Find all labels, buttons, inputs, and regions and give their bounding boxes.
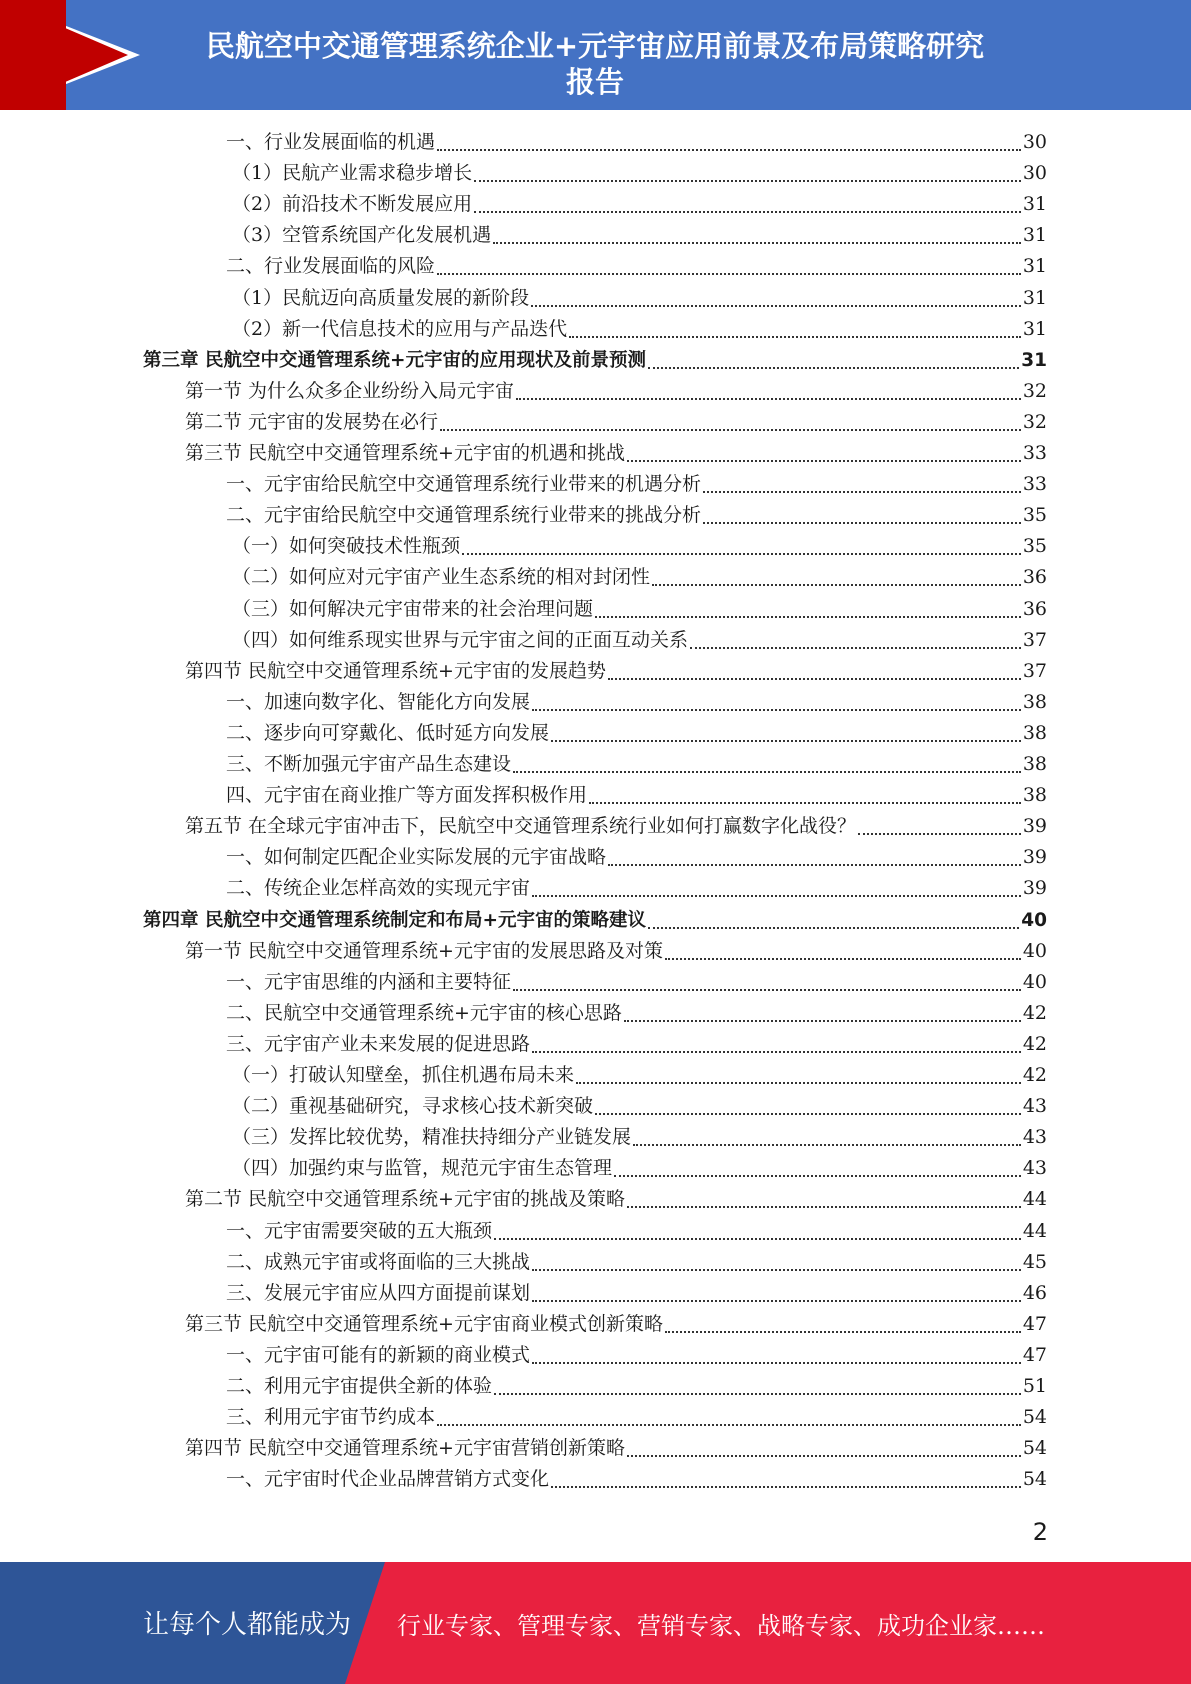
toc-entry-title: 三、不断加强元宇宙产品生态建设	[226, 753, 512, 775]
toc-entry-page: 37	[1022, 628, 1047, 651]
toc-entry[interactable]	[232, 314, 1047, 345]
toc-entry-title: 三、利用元宇宙节约成本	[226, 1406, 436, 1429]
toc-entry[interactable]	[226, 687, 1047, 718]
toc-entry[interactable]	[226, 127, 1047, 158]
toc-dot-leader	[652, 583, 1021, 586]
toc-entry-title: 一、元宇宙思维的内涵和主要特征	[226, 970, 512, 993]
toc-entry[interactable]	[226, 1464, 1047, 1495]
toc-entry[interactable]	[232, 562, 1047, 593]
toc-dot-leader	[532, 708, 1021, 711]
toc-entry-title: （一）打破认知壁垒，抓住机遇布局未来	[232, 1064, 575, 1086]
toc-entry-title: （三）发挥比较优势，精准扶持细分产业链发展	[232, 1126, 632, 1149]
toc-dot-leader	[569, 335, 1021, 338]
toc-entry[interactable]	[226, 251, 1047, 282]
toc-entry-page: 45	[1022, 1250, 1047, 1273]
toc-dot-leader	[440, 428, 1021, 431]
toc-entry-page: 33	[1022, 442, 1047, 464]
toc-dot-leader	[627, 1205, 1021, 1208]
toc-entry-page: 31	[1022, 224, 1047, 247]
toc-entry-title: 三、发展元宇宙应从四方面提前谋划	[226, 1281, 531, 1304]
toc-entry-page: 31	[1022, 193, 1047, 216]
toc-dot-leader	[703, 521, 1021, 524]
toc-entry-page: 40	[1022, 939, 1047, 962]
report-title-line2: 报告	[565, 65, 624, 99]
toc-dot-leader	[624, 1019, 1021, 1022]
toc-dot-leader	[494, 1237, 1021, 1240]
toc-dot-leader	[648, 926, 1019, 929]
toc-dot-leader	[474, 210, 1021, 213]
toc-entry-page: 46	[1022, 1281, 1047, 1304]
toc-entry-title: 一、元宇宙可能有的新颖的商业模式	[226, 1343, 531, 1366]
toc-entry-title: （1）民航产业需求稳步增长	[232, 162, 473, 185]
toc-entry[interactable]	[232, 1060, 1047, 1091]
toc-entry-page: 40	[1021, 909, 1047, 931]
toc-dot-leader	[532, 894, 1021, 897]
toc-dot-leader	[516, 397, 1021, 400]
toc-dot-leader	[493, 241, 1021, 244]
toc-entry-page: 31	[1022, 255, 1047, 278]
toc-entry-title: 一、行业发展面临的机遇	[226, 131, 436, 153]
toc-entry-title: （二）如何应对元宇宙产业生态系统的相对封闭性	[232, 566, 651, 589]
toc-entry[interactable]	[232, 1091, 1047, 1122]
toc-entry-title: （四）加强约束与监管，规范元宇宙生态管理	[232, 1157, 613, 1180]
toc-entry[interactable]	[226, 1402, 1047, 1433]
toc-dot-leader	[494, 1392, 1021, 1395]
toc-entry-title: 二、成熟元宇宙或将面临的三大挑战	[226, 1250, 531, 1273]
toc-dot-leader	[608, 677, 1021, 680]
toc-dot-leader	[532, 1361, 1021, 1364]
toc-entry-page: 31	[1022, 317, 1047, 340]
toc-entry-page: 42	[1022, 1064, 1047, 1086]
toc-entry-title: 一、元宇宙时代企业品牌营销方式变化	[226, 1468, 550, 1491]
toc-dot-leader	[690, 646, 1021, 649]
toc-dot-leader	[551, 1485, 1021, 1488]
toc-entry-page: 33	[1022, 473, 1047, 496]
toc-entry-page: 37	[1022, 659, 1047, 682]
toc-entry[interactable]	[185, 376, 1047, 407]
toc-entry-title: 一、元宇宙需要突破的五大瓶颈	[226, 1219, 493, 1242]
page-header	[0, 0, 1191, 110]
toc-dot-leader	[532, 1050, 1021, 1053]
toc-dot-leader	[532, 1299, 1021, 1302]
toc-entry[interactable]	[226, 469, 1047, 500]
toc-entry-title: 第四节 民航空中交通管理系统+元宇宙营销创新策略	[185, 1437, 625, 1460]
toc-dot-leader	[858, 832, 1021, 835]
toc-entry[interactable]	[226, 1340, 1047, 1371]
toc-dot-leader	[627, 459, 1021, 462]
toc-dot-leader	[627, 1454, 1021, 1457]
toc-entry-page: 32	[1022, 379, 1047, 402]
toc-dot-leader	[474, 179, 1021, 182]
toc-entry[interactable]	[185, 656, 1047, 687]
toc-dot-leader	[703, 490, 1021, 493]
report-title	[150, 28, 1040, 100]
toc-entry[interactable]	[232, 531, 1047, 562]
toc-entry-page: 38	[1022, 721, 1047, 744]
toc-entry[interactable]	[226, 780, 1047, 811]
toc-entry-page: 38	[1022, 784, 1047, 807]
toc-entry-title: （三）如何解决元宇宙带来的社会治理问题	[232, 597, 594, 620]
toc-entry[interactable]	[226, 967, 1047, 998]
toc-entry-page: 43	[1022, 1157, 1047, 1180]
toc-entry-page: 43	[1022, 1095, 1047, 1118]
toc-entry-title: 四、元宇宙在商业推广等方面发挥积极作用	[226, 784, 588, 807]
toc-entry[interactable]	[185, 438, 1047, 469]
toc-entry-page: 39	[1022, 815, 1047, 838]
toc-dot-leader	[513, 988, 1021, 991]
toc-dot-leader	[513, 770, 1021, 773]
toc-entry[interactable]	[226, 500, 1047, 531]
toc-entry[interactable]	[185, 1309, 1047, 1340]
toc-entry-title: （2）前沿技术不断发展应用	[232, 193, 473, 216]
toc-entry-title: 二、元宇宙给民航空中交通管理系统行业带来的挑战分析	[226, 504, 702, 527]
toc-entry-title: （一）如何突破技术性瓶颈	[232, 535, 461, 558]
toc-entry-page: 31	[1021, 349, 1047, 371]
toc-entry[interactable]	[226, 1247, 1047, 1278]
toc-entry-title: 第五节 在全球元宇宙冲击下，民航空中交通管理系统行业如何打赢数字化战役？	[185, 815, 857, 838]
toc-entry-title: （四）如何维系现实世界与元宇宙之间的正面互动关系	[232, 628, 689, 651]
toc-entry-title: 二、民航空中交通管理系统+元宇宙的核心思路	[226, 1001, 622, 1024]
toc-entry-page: 43	[1022, 1126, 1047, 1149]
toc-entry[interactable]	[226, 718, 1047, 749]
toc-entry[interactable]	[232, 220, 1047, 251]
toc-entry[interactable]	[226, 1371, 1047, 1402]
toc-dot-leader	[589, 801, 1021, 804]
toc-entry-page: 38	[1022, 753, 1047, 775]
toc-entry[interactable]	[232, 594, 1047, 625]
toc-entry-page: 35	[1022, 504, 1047, 527]
toc-entry[interactable]	[185, 407, 1047, 438]
toc-entry-title: 一、加速向数字化、智能化方向发展	[226, 690, 531, 713]
toc-entry-page: 31	[1022, 286, 1047, 309]
toc-entry-title: 第一节 民航空中交通管理系统+元宇宙的发展思路及对策	[185, 939, 663, 962]
toc-entry-title: 二、行业发展面临的风险	[226, 255, 436, 278]
toc-entry-title: 第四节 民航空中交通管理系统+元宇宙的发展趋势	[185, 659, 606, 682]
toc-entry-title: （1）民航迈向高质量发展的新阶段	[232, 286, 530, 309]
toc-entry-page: 35	[1022, 535, 1047, 558]
toc-entry[interactable]	[226, 842, 1047, 873]
toc-dot-leader	[437, 148, 1021, 151]
toc-dot-leader	[614, 1174, 1021, 1177]
toc-entry-title: 第一节 为什么众多企业纷纷入局元宇宙	[185, 379, 515, 402]
toc-dot-leader	[665, 957, 1021, 960]
toc-chapter-entry[interactable]	[143, 905, 1047, 936]
toc-dot-leader	[551, 739, 1021, 742]
toc-dot-leader	[462, 552, 1021, 555]
toc-entry-title: 第二节 民航空中交通管理系统+元宇宙的挑战及策略	[185, 1188, 625, 1211]
toc-entry-page: 54	[1022, 1406, 1047, 1429]
toc-entry-page: 36	[1022, 566, 1047, 589]
footer-slogan-left: 让每个人都能成为	[143, 1610, 352, 1640]
toc-entry[interactable]	[226, 1216, 1047, 1247]
toc-entry-page: 44	[1022, 1188, 1047, 1211]
toc-entry-title: 一、如何制定匹配企业实际发展的元宇宙战略	[226, 846, 607, 869]
toc-entry-page: 38	[1022, 690, 1047, 713]
report-title-line1: 民航空中交通管理系统企业+元宇宙应用前景及布局策略研究	[205, 29, 985, 63]
toc-entry[interactable]	[232, 1153, 1047, 1184]
toc-entry-page: 42	[1022, 1001, 1047, 1024]
toc-entry[interactable]	[185, 1184, 1047, 1215]
toc-entry-page: 39	[1022, 846, 1047, 869]
toc-entry-page: 30	[1022, 162, 1047, 185]
toc-entry-title: 第二节 元宇宙的发展势在必行	[185, 410, 439, 433]
toc-entry-title: 二、利用元宇宙提供全新的体验	[226, 1375, 493, 1397]
header-arrow-icon	[0, 0, 128, 110]
toc-entry-page: 40	[1022, 970, 1047, 993]
toc-entry[interactable]	[185, 1433, 1047, 1464]
toc-entry-page: 51	[1022, 1375, 1047, 1397]
toc-dot-leader	[532, 1268, 1021, 1271]
toc-entry-title: 二、传统企业怎样高效的实现元宇宙	[226, 877, 531, 900]
toc-entry[interactable]	[232, 189, 1047, 220]
toc-entry[interactable]	[185, 936, 1047, 967]
toc-entry-title: 第三节 民航空中交通管理系统+元宇宙的机遇和挑战	[185, 442, 625, 464]
toc-dot-leader	[595, 1112, 1021, 1115]
page-number: 2	[1032, 1518, 1048, 1546]
toc-entry[interactable]	[226, 1278, 1047, 1309]
toc-entry-page: 47	[1022, 1343, 1047, 1366]
toc-entry-page: 54	[1022, 1468, 1047, 1491]
toc-entry-title: 二、逐步向可穿戴化、低时延方向发展	[226, 721, 550, 744]
toc-entry[interactable]	[232, 283, 1047, 314]
toc-entry-title: 一、元宇宙给民航空中交通管理系统行业带来的机遇分析	[226, 473, 702, 496]
toc-entry-title: 第三节 民航空中交通管理系统+元宇宙商业模式创新策略	[185, 1312, 663, 1335]
toc-entry-page: 44	[1022, 1219, 1047, 1242]
toc-chapter-entry[interactable]	[143, 345, 1047, 376]
toc-entry-page: 32	[1022, 410, 1047, 433]
toc-entry[interactable]	[232, 158, 1047, 189]
toc-entry-title: 三、元宇宙产业未来发展的促进思路	[226, 1032, 531, 1055]
toc-entry-page: 42	[1022, 1032, 1047, 1055]
toc-dot-leader	[531, 304, 1021, 307]
toc-dot-leader	[437, 272, 1021, 275]
toc-dot-leader	[595, 615, 1021, 618]
toc-entry-title: 第四章 民航空中交通管理系统制定和布局+元宇宙的策略建议	[143, 909, 646, 931]
toc-entry-page: 47	[1022, 1312, 1047, 1335]
toc-entry-page: 36	[1022, 597, 1047, 620]
toc-entry-title: （3）空管系统国产化发展机遇	[232, 224, 492, 247]
toc-dot-leader	[576, 1081, 1021, 1084]
toc-dot-leader	[665, 1330, 1021, 1333]
toc-entry-page: 54	[1022, 1437, 1047, 1460]
toc-dot-leader	[608, 863, 1021, 866]
toc-dot-leader	[648, 366, 1019, 369]
toc-entry-page: 39	[1022, 877, 1047, 900]
toc-entry[interactable]	[185, 811, 1047, 842]
page-footer	[0, 1562, 1191, 1684]
toc-entry[interactable]	[226, 873, 1047, 904]
toc-entry-title: （2）新一代信息技术的应用与产品迭代	[232, 317, 568, 340]
toc-entry[interactable]	[232, 1122, 1047, 1153]
toc-entry-title: （二）重视基础研究，寻求核心技术新突破	[232, 1095, 594, 1118]
toc-entry[interactable]	[226, 1029, 1047, 1060]
toc-entry-page: 30	[1022, 131, 1047, 153]
toc-dot-leader	[633, 1143, 1021, 1146]
toc-entry[interactable]	[226, 998, 1047, 1029]
footer-slogan-right: 行业专家、管理专家、营销专家、战略专家、成功企业家……	[397, 1612, 1045, 1640]
toc-entry[interactable]	[232, 625, 1047, 656]
toc-entry[interactable]	[226, 749, 1047, 780]
toc-dot-leader	[437, 1423, 1021, 1426]
toc-entry-title: 第三章 民航空中交通管理系统+元宇宙的应用现状及前景预测	[143, 349, 646, 371]
